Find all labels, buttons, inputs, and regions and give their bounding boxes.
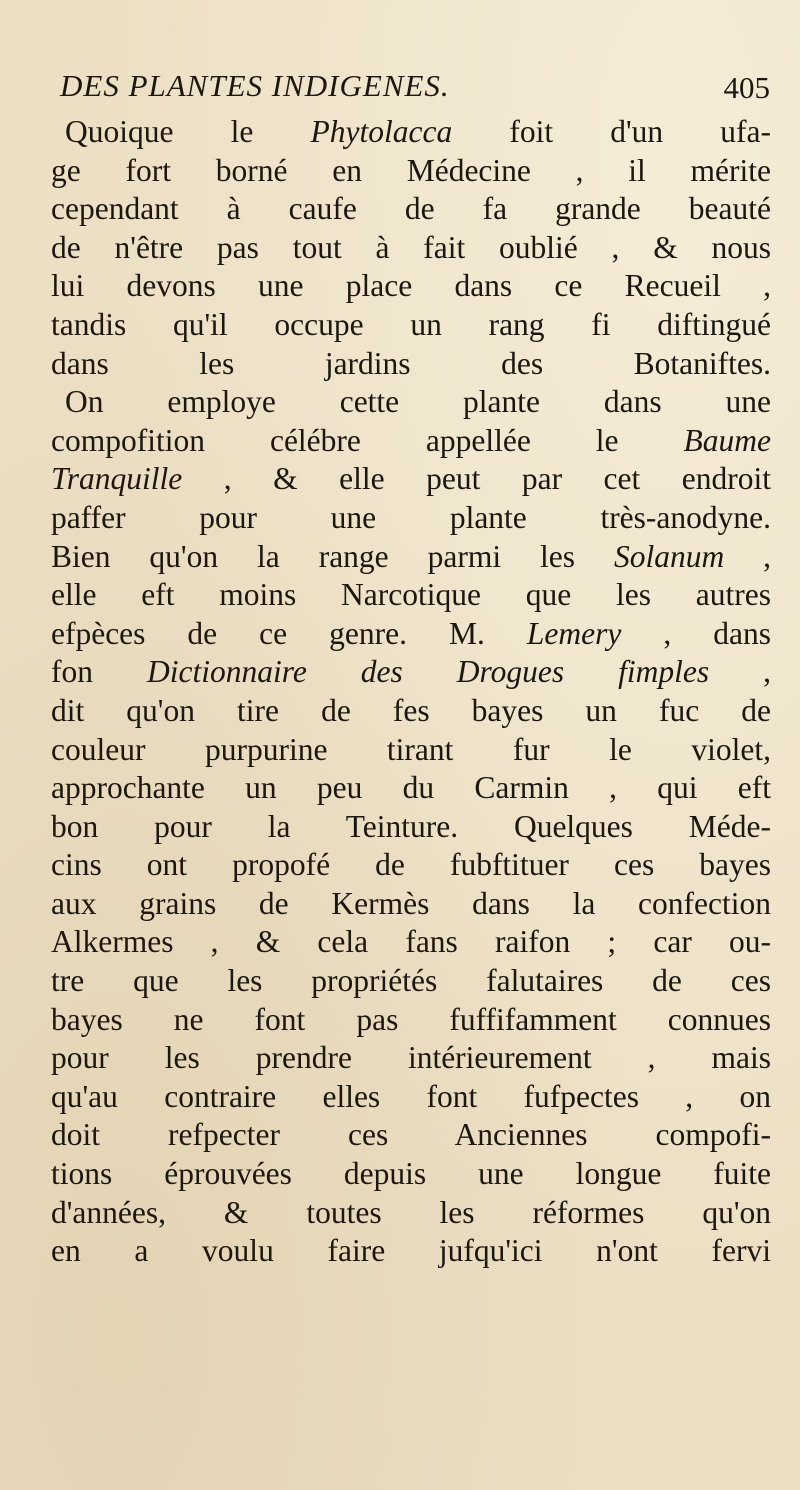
text-line	[51, 1116, 771, 1155]
text-line	[51, 345, 771, 384]
text-line	[51, 653, 771, 692]
text-line	[51, 923, 771, 962]
text-line	[51, 383, 771, 422]
text-segment: ge fort borné en Médecine , il mérite	[51, 152, 771, 188]
text-segment: dit qu'on tire de fes bayes un fuc de	[51, 692, 771, 728]
text-segment: qu'au contraire elles font fufpectes , on	[51, 1078, 771, 1114]
italic-text: Baume	[683, 422, 771, 458]
text-line	[51, 499, 771, 538]
text-segment: doit refpecter ces Anciennes compofi-	[51, 1117, 771, 1153]
text-segment: elle eft moins Narcotique que les autres	[51, 577, 771, 613]
text-line	[51, 1039, 771, 1078]
text-segment: lui devons une place dans ce Recueil ,	[51, 268, 771, 304]
text-line	[51, 538, 771, 577]
page-header	[60, 68, 770, 114]
text-line	[51, 190, 771, 229]
text-line	[51, 692, 771, 731]
text-line	[51, 460, 771, 499]
text-line	[51, 267, 771, 306]
text-segment: On employe cette plante dans une	[65, 384, 771, 420]
text-segment: , dans	[621, 615, 771, 651]
body-text	[51, 113, 771, 1271]
text-line	[51, 1001, 771, 1040]
text-segment: approchante un peu du Carmin , qui eft	[51, 770, 771, 806]
text-segment: bayes ne font pas fuffifamment connues	[51, 1001, 771, 1037]
italic-text: Tranquille	[51, 461, 183, 497]
text-segment: couleur purpurine tirant fur le violet,	[51, 731, 771, 767]
text-segment: tre que les propriétés falutaires de ces	[51, 963, 771, 999]
text-line	[51, 1078, 771, 1117]
text-segment: de n'être pas tout à fait oublié , & nous	[51, 229, 771, 265]
text-line	[51, 229, 771, 268]
italic-text: Dictionnaire des Drogues fimples	[147, 654, 710, 690]
text-line	[51, 1194, 771, 1233]
text-segment: foit d'un ufa-	[452, 114, 771, 149]
text-line	[51, 1155, 771, 1194]
text-segment: ,	[724, 538, 771, 574]
text-segment: , & elle peut par cet endroit	[182, 461, 771, 497]
text-segment: compofition célébre appellée le	[51, 422, 684, 458]
text-segment: ,	[709, 654, 771, 690]
text-line	[51, 615, 771, 654]
page-number: 405	[723, 70, 770, 105]
text-line	[51, 576, 771, 615]
italic-text: Phytolacca	[310, 114, 453, 149]
text-segment: pour les prendre intérieurement , mais	[51, 1040, 771, 1076]
text-line	[51, 962, 771, 1001]
text-segment: d'années, & toutes les réformes qu'on	[51, 1194, 771, 1230]
text-line	[51, 422, 771, 461]
text-segment: Alkermes , & cela fans raifon ; car ou-	[51, 924, 771, 960]
text-segment: en a voulu faire jufqu'ici n'ont fervi	[51, 1233, 771, 1269]
text-segment: bon pour la Teinture. Quelques Méde-	[51, 808, 771, 844]
text-segment: cependant à caufe de fa grande beauté	[51, 191, 771, 227]
text-line	[51, 1232, 771, 1271]
text-segment: dans les jardins des Botaniftes.	[51, 345, 771, 381]
text-segment: cins ont propofé de fubftituer ces bayes	[51, 847, 771, 883]
running-title: DES PLANTES INDIGENES.	[60, 68, 450, 103]
text-line	[51, 885, 771, 924]
text-line	[51, 846, 771, 885]
text-segment: Quoique le	[65, 114, 311, 149]
text-segment: efpèces de ce genre. M.	[51, 615, 527, 651]
italic-text: Solanum	[613, 538, 725, 574]
text-line	[51, 808, 771, 847]
text-segment: paffer pour une plante très-anodyne.	[51, 499, 771, 535]
text-segment: fon	[51, 654, 147, 690]
text-segment: tions éprouvées depuis une longue fuite	[51, 1156, 771, 1192]
text-line	[51, 152, 771, 191]
text-segment: Bien qu'on la range parmi les	[51, 538, 614, 574]
text-line	[51, 113, 771, 152]
italic-text: Lemery	[526, 615, 622, 651]
text-line	[51, 731, 771, 770]
text-segment: tandis qu'il occupe un rang fi diftingué	[51, 306, 771, 342]
text-line	[51, 769, 771, 808]
text-line	[51, 306, 771, 345]
text-segment: aux grains de Kermès dans la confection	[51, 885, 771, 921]
